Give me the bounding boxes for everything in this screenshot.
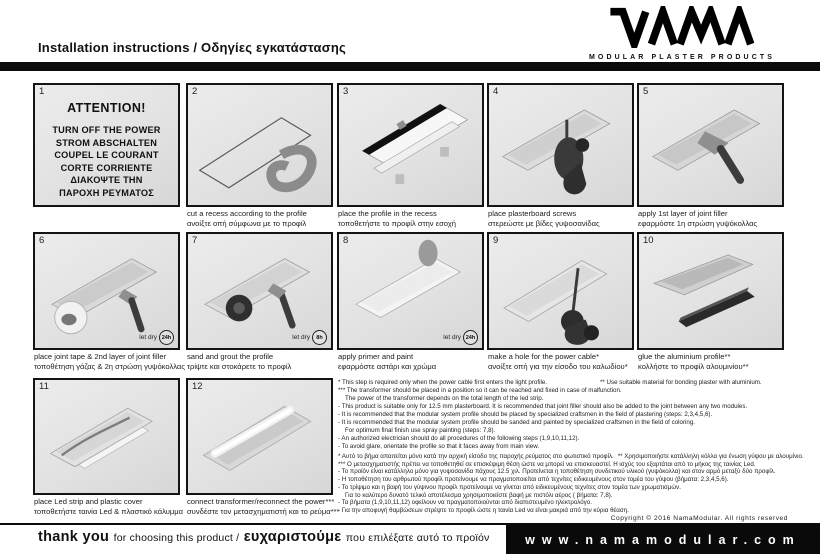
caption-el: τρίψτε και στοκάρετε το προφίλ [187,361,292,371]
caption-el: εφαρμόστε αστάρι και χρώμα [338,361,437,371]
copyright-text: Copyright © 2016 NamaModular. All rights reserved [610,515,788,522]
footnote-star1: * Αυτό το βήμα απαιτείται μόνο κατά την αρχική είσοδο της παροχής ρεύματος στο φωτιστικό προφίλ. [338,453,614,460]
step-caption-6 [34,352,194,371]
caption-en: place the profile in the recess [338,209,437,218]
caption-el: εφαρμόστε 1η στρώση γυψόκολλας [638,218,758,228]
caption-el: τοποθετήστε το προφίλ στην εσοχή [338,218,457,228]
step-caption-12 [187,497,347,516]
footnote-star2: ** Use suitable material for bonding plaster with aluminium. [600,379,762,386]
attention-title: ATTENTION! [67,101,146,115]
step-number: 12 [192,381,203,392]
footnote-line: Για το καλύτερο δυνατό τελικό αποτέλεσμα χρησιμοποιείστε βαφή με πιστόλι αέρος ( βήματα: 7,8). [345,491,613,499]
footnote-line: - An authorized electrician should do all procedures of the following steps (1,9,10,11,12). [338,435,580,442]
caption-el: τοποθέτηση γάζας & 2η στρώση γυψόκολλας [34,361,185,371]
led-strip-illustration-icon [35,380,178,493]
footnote-line [338,379,816,387]
footnotes-el [338,453,816,515]
step-number: 4 [493,86,499,97]
let-dry-label: let dry [292,334,310,341]
step-number: 7 [192,235,198,246]
thanks-en-rest: for choosing this product / [113,532,240,544]
step-panel-5 [637,83,784,207]
thank-you-line [38,528,489,546]
attention-line: COUPEL LE COURANT [54,150,159,161]
step-panel-12 [186,378,333,495]
attention-line: STROM ABSCHALTEN [55,137,158,148]
step-caption-7 [187,352,347,371]
caption-el: κολλήστε το προφίλ αλουμινίου** [638,361,749,371]
step-number: 9 [493,235,499,246]
step-caption-11 [34,497,194,516]
brand-logo [582,6,782,61]
attention-line: TURN OFF THE POWER [52,125,161,135]
finished-light-illustration-icon [188,380,331,493]
step-panel-9 [487,232,634,350]
step-caption-8 [338,352,498,371]
footnote-line: - Το τρίψιμο και η βαφή του γύψινου προφίλ προτείνουμε να γίνεται από ειδικευμένους τεχνίτες στον τομέα των χρωματισμών. [338,483,681,491]
caption-el: στερεώστε με βίδες γυψοσανίδας [488,218,600,228]
thanks-en: thank you [38,529,110,545]
step-number: 6 [39,235,45,246]
website-url: www.namamodular.com [525,532,801,547]
attention-line: ΠΑΡΟΧΗ ΡΕΥΜΑΤΟΣ [59,187,154,198]
dry-time-icon: 24h [463,330,478,345]
footnote-line [338,453,816,461]
caption-en: place Led strip and plastic cover [34,497,143,506]
step-panel-8 [337,232,484,350]
step-number: 3 [343,86,349,97]
let-dry-badge [443,330,478,345]
attention-line: ΔΙΑΚΟΨΤΕ ΤΗΝ [70,175,143,186]
footnote-line: - It is recommended that the modular system profile should be sanded and painted by specialized craftsmen in the field of coloring. [338,419,696,426]
drill-hole-illustration-icon [489,234,632,348]
step-caption-9 [488,352,648,371]
aluminium-profile-illustration-icon [639,234,782,348]
step-panel-6 [33,232,180,350]
caption-en: connect transformer/reconnect the power*** [187,497,335,506]
let-dry-badge [292,330,327,345]
screws-illustration-icon [489,85,632,205]
caption-en: place joint tape & 2nd layer of joint filler [34,352,167,361]
step-caption-5 [638,209,798,228]
footnote-line: The power of the transformer depends on the total length of the led strip. [345,395,544,402]
footnote-line: For optimum final finish use spray painting (steps: 7,8). [345,427,496,434]
page-title: Installation instructions / Οδηγίες εγκατάστασης [38,40,346,55]
step-number: 11 [39,381,49,392]
footnote-line: - It is recommended that the modular system profile should be placed by specialized craftsmen in the field of plastering (steps: 2,3,4,5,6). [338,411,713,418]
step-number: 10 [643,235,654,246]
step-panel-7 [186,232,333,350]
footnote-line: - This product is suitable only for 12.5 mm plasterboard. It is recommended that joint filler should also be added to the joint between any two modules. [338,403,748,410]
caption-en: cut a recess according to the profile [187,209,307,218]
footnote-line: - To avoid glare, orientate the profile so that it faces away from main view. [338,443,540,450]
step-panel-11 [33,378,180,495]
footnotes-en [338,379,816,451]
step-panel-1 [33,83,180,207]
step-number: 2 [192,86,198,97]
cut-recess-illustration-icon [188,85,331,205]
step-caption-10 [638,352,798,371]
caption-el: ανοίξτε οπή για την είσοδο του καλωδίου* [488,361,628,371]
let-dry-label: let dry [443,334,461,341]
logo-subtitle: MODULAR PLASTER PRODUCTS [588,54,775,61]
footnote-line: *** The transformer should be placed in a position so it can be reached and fixed in case of malfunction. [338,387,622,394]
caption-en: apply 1st layer of joint filler [638,209,728,218]
attention-line: CORTE CORRIENTE [60,162,153,173]
nama-logo-icon [587,6,777,48]
step-caption-4 [488,209,648,228]
attention-box [35,85,178,205]
dry-time-icon: 8h [312,330,327,345]
joint-filler-illustration-icon [639,85,782,205]
caption-en: glue the aluminium profile** [638,352,731,361]
step-panel-10 [637,232,784,350]
step-number: 5 [643,86,649,97]
step-number: 1 [39,86,45,97]
caption-en: sand and grout the profile [187,352,274,361]
thanks-el: ευχαριστούμε [243,529,342,545]
website-bar [506,525,820,554]
caption-en: apply primer and paint [338,352,414,361]
step-caption-3 [338,209,498,228]
step-panel-2 [186,83,333,207]
place-profile-illustration-icon [339,85,482,205]
footnote-line: - Τα βήματα (1,9,10,11,12) οφείλουν να πραγματοποιούνται από διαπιστευμένο ηλεκτρολόγο. [338,499,592,507]
footnote-line: *** Ο μετασχηματιστής πρέπει να τοποθετηθεί σε επισκέψιμη θέση ώστε να μπορεί να επισκευαστεί. Η ισχύς του εξαρτάται από το μήκος της ταινίας Led. [338,460,756,468]
caption-en: make a hole for the power cable* [488,352,600,361]
footnote-line: - Το προϊόν είναι κατάλληλο μόνο για γυψοσανίδα πάχους 12.5 χιλ. Προτείνεται η τοποθέτηση συνδετικού υλικού (γυψόκολλα) και στον αρμό μεταξύ δύο προφίλ. [338,468,776,476]
step-caption-2 [187,209,347,228]
let-dry-label: let dry [139,334,157,341]
footnote-line: - Η τοποθέτηση του αρθρωτού προφίλ προτείνουμε να πραγματοποιείται από τεχνίτες ειδικευμένους στον τομέα του γύψου (βήματα: 2,3,4,5,6). [338,476,729,484]
caption-el: ανοίξτε οπή σύμφωνα με το προφίλ [187,218,307,228]
let-dry-badge [139,330,174,345]
caption-en: place plasterboard screws [488,209,577,218]
caption-el: τοποθετήστε ταινία Led & πλαστικό κάλυμμα [34,506,184,516]
header-divider [0,62,820,71]
footnote-star2: ** Χρησιμοποιήστε κατάλληλη κόλλα για ένωση γύψου με αλουμίνιο. [617,453,804,460]
step-panel-3 [337,83,484,207]
footnote-star1: * This step is required only when the power cable first enters the light profile. [338,379,547,386]
footnote-line: - Για την αποφυγή θαμβώσεων στρέψτε το προφίλ ώστε η ταινία Led να είναι μακριά από την κύρια θέαση. [338,506,629,514]
step-number: 8 [343,235,349,246]
thanks-el-rest: που επιλέξατε αυτό το προϊόν [345,532,490,544]
caption-el: συνδέστε τον μετασχηματιστή και το ρεύμα*** [187,506,340,516]
step-panel-4 [487,83,634,207]
dry-time-icon: 24h [159,330,174,345]
